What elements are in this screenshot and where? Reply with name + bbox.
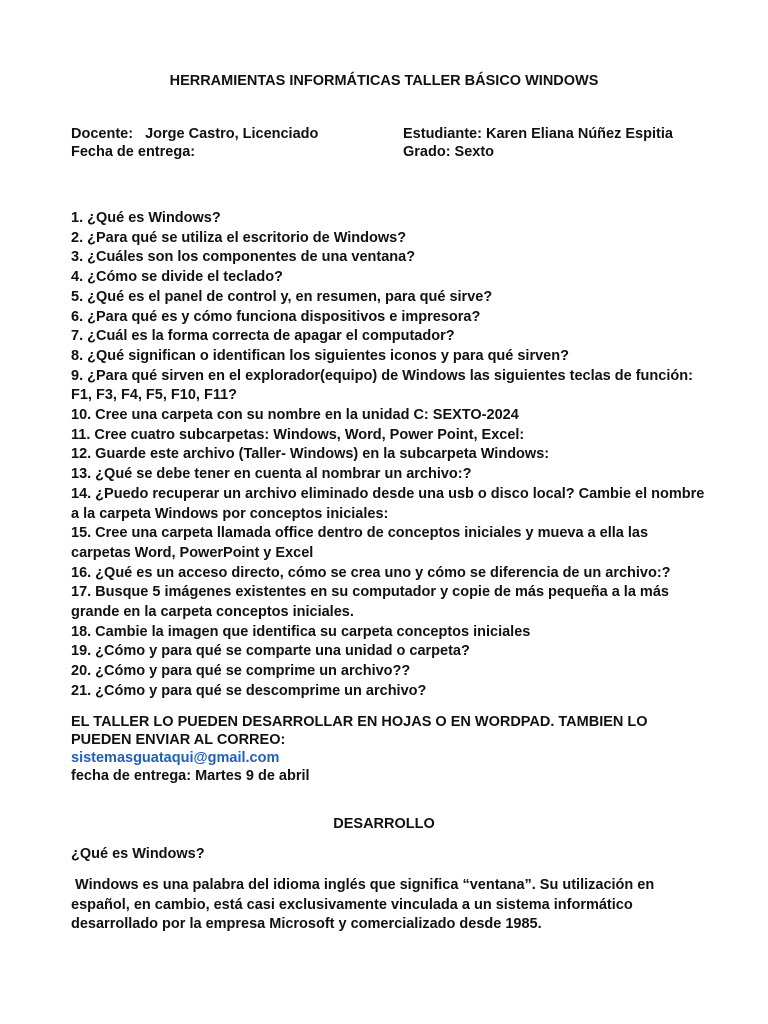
answer-paragraph: Windows es una palabra del idioma inglés que significa “ventana”. Su utilización en español, en cambio, está casi exclusivamente vinculada a un sistema informático desarrollado por la empresa Microsoft y comercializado desde 1985. [71,877,659,932]
question-item: 20. ¿Cómo y para qué se comprime un archivo?? [71,663,411,680]
question-item: 16. ¿Qué es un acceso directo, cómo se crea uno y cómo se diferencia de un archivo:? [71,564,671,581]
question-item: 6. ¿Para qué es y cómo funciona dispositivos e impresora? [71,308,481,325]
section-title: DESARROLLO [333,816,435,832]
meta-row-teacher [71,125,711,143]
question-item: 1. ¿Qué es Windows? [71,210,221,226]
question-item: 15. Cree una carpeta llamada office dentro de conceptos iniciales y mueva a ella las carpetas Word, PowerPoint y Excel [71,525,649,561]
question-item: 8. ¿Qué significan o identifican los siguientes iconos y para qué sirven? [71,347,569,364]
email-link[interactable]: sistemasguataqui@gmail.com [71,750,280,766]
grade-label: Grado: Sexto [403,144,495,160]
question-item: 21. ¿Cómo y para qué se descomprime un archivo? [71,682,427,699]
header-meta [71,125,711,161]
student-label: Estudiante: Karen Eliana Núñez Espitia [403,126,673,142]
deadline-text: fecha de entrega: Martes 9 de abril [71,768,310,784]
question-item: 9. ¿Para qué sirven en el explorador(equipo) de Windows las siguientes teclas de función: F1, F3, F4, F5, F10, F11? [71,367,693,404]
teacher-label: Docente: Jorge Castro, Licenciado [71,126,319,142]
question-item: 12. Guarde este archivo (Taller- Windows) en la subcarpeta Windows: [71,446,550,463]
question-item: 5. ¿Qué es el panel de control y, en resumen, para qué sirve? [71,288,493,305]
question-item: 18. Cambie la imagen que identifica su carpeta conceptos iniciales [71,623,531,640]
document-title: HERRAMIENTAS INFORMÁTICAS TALLER BÁSICO WINDOWS [169,73,599,89]
question-item: 19. ¿Cómo y para qué se comparte una unidad o carpeta? [71,643,470,660]
question-item: 14. ¿Puedo recuperar un archivo eliminado desde una usb o disco local? Cambie el nombre a la carpeta Windows por conceptos iniciales: [71,485,705,522]
question-item: 10. Cree una carpeta con su nombre en la unidad C: SEXTO-2024 [71,407,519,424]
meta-row-date [71,143,711,161]
due-date-label: Fecha de entrega: [71,144,196,160]
question-item: 4. ¿Cómo se divide el teclado? [71,269,283,286]
question-item: 2. ¿Para qué se utiliza el escritorio de Windows? [71,229,407,246]
question-item: 13. ¿Qué se debe tener en cuenta al nombrar un archivo:? [71,466,472,483]
notice-text: EL TALLER LO PUEDEN DESARROLLAR EN HOJAS O EN WORDPAD. TAMBIEN LO PUEDEN ENVIAR AL CORREO: [71,714,648,748]
question-list [71,209,707,702]
submission-notice [71,713,707,785]
question-item: 17. Busque 5 imágenes existentes en su computador y copie de más pequeña a la más grande en la carpeta conceptos iniciales. [71,584,669,621]
question-item: 3. ¿Cuáles son los componentes de una ventana? [71,249,416,266]
question-item: 11. Cree cuatro subcarpetas: Windows, Word, Power Point, Excel: [71,426,525,443]
question-item: 7. ¿Cuál es la forma correcta de apagar el computador? [71,328,455,345]
answer-question: ¿Qué es Windows? [71,846,205,862]
